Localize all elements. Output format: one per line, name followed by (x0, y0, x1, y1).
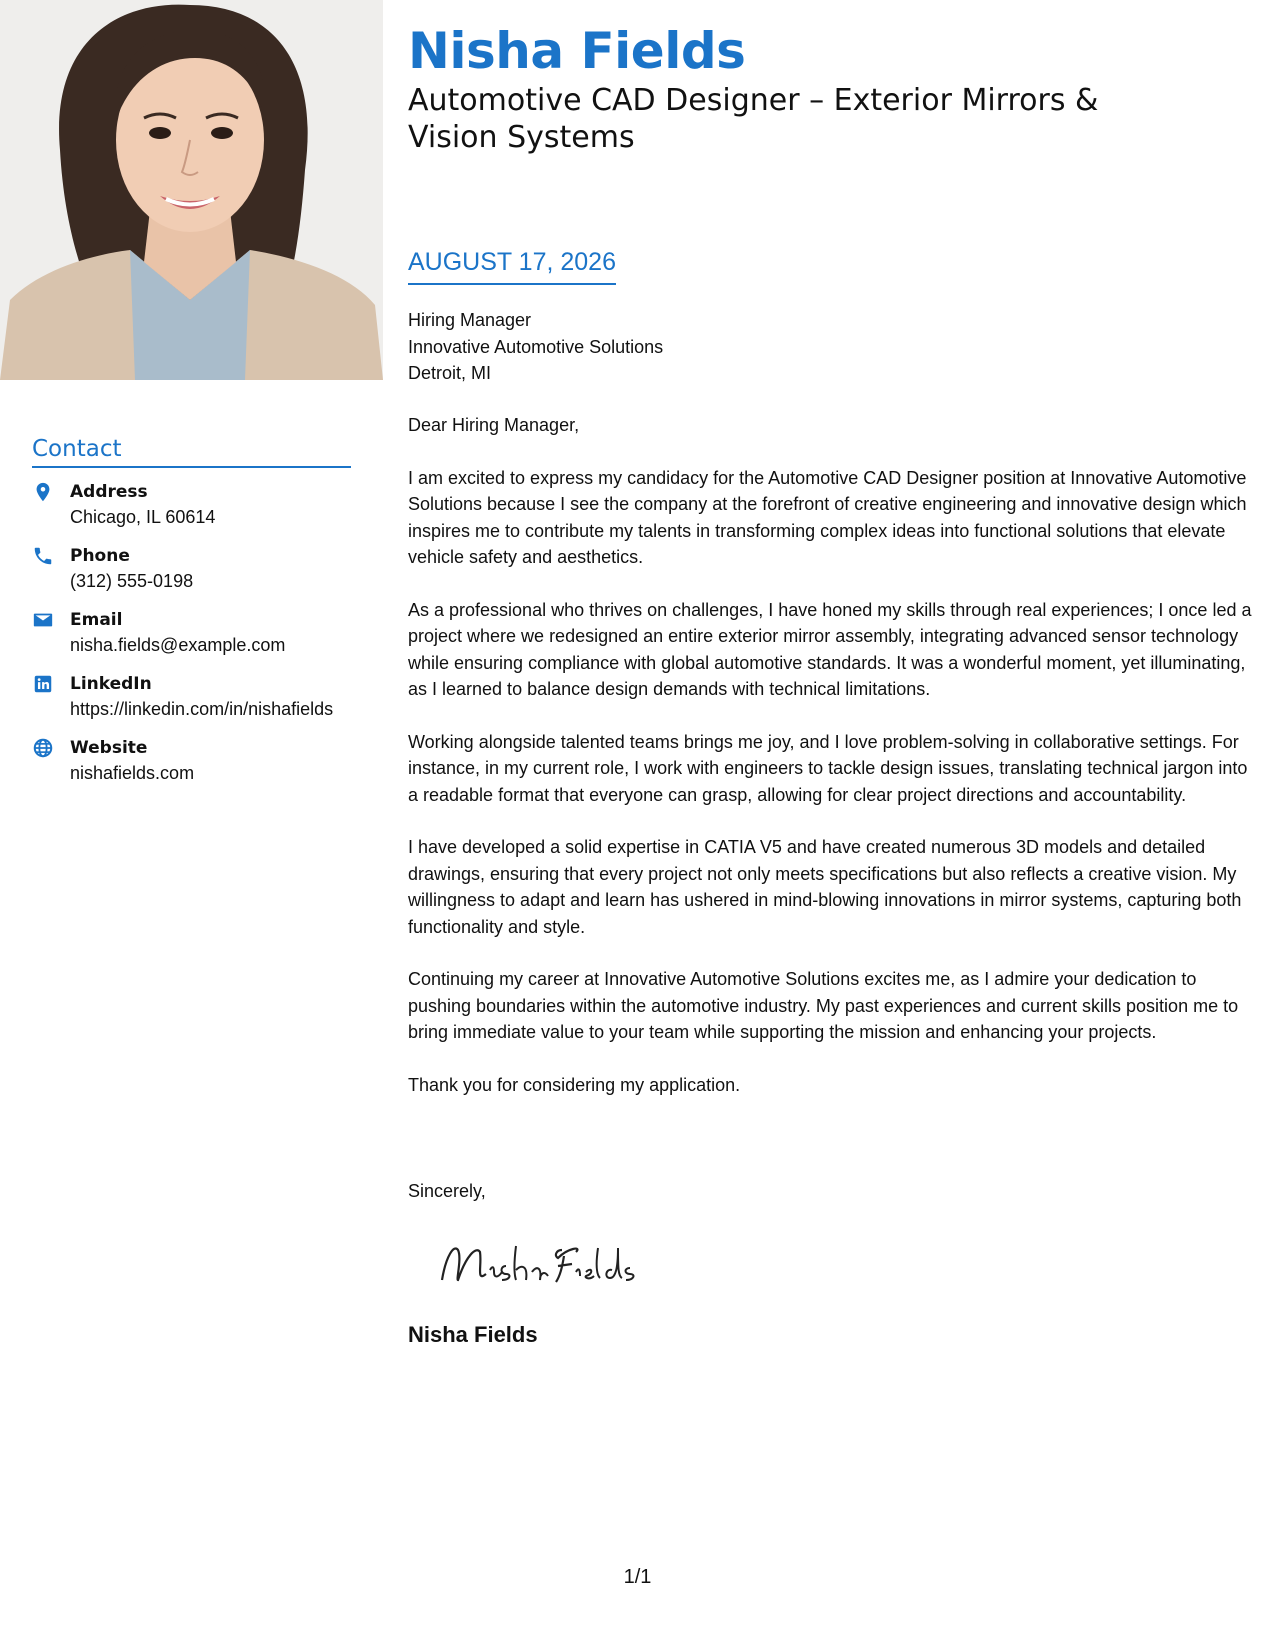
contact-email (32, 608, 351, 658)
profile-photo (0, 0, 383, 380)
left-column (0, 0, 383, 1650)
paragraph: I have developed a solid expertise in CATIA V5 and have created numerous 3D models and detailed drawings, ensuring that every project not only meets specifications but also reflects a creative vision. My willingness to adapt and learn has ushered in mind-blowing innovations in mirror systems, capturing both functionality and style. (408, 837, 1242, 937)
recipient-block (408, 307, 663, 387)
location-pin-icon (32, 481, 54, 503)
page-number: 1/1 (623, 1566, 652, 1588)
salutation: Dear Hiring Manager, (408, 415, 580, 435)
phone-label: Phone (70, 546, 130, 566)
applicant-name: Nisha Fields (408, 22, 746, 80)
phone-icon (32, 545, 54, 567)
contact-address (32, 480, 351, 530)
website-label: Website (70, 738, 148, 758)
linkedin-icon (32, 673, 54, 695)
paragraph: As a professional who thrives on challenges, I have honed my skills through real experiences; I once led a project where we redesigned an entire exterior mirror assembly, integrating advanced sensor technology while ensuring compliance with global automotive standards. It was a wonderful moment, yet illuminating, as I learned to balance design demands with technical limitations. (408, 599, 1252, 699)
closing-thanks: Thank you for considering my application. (408, 1074, 741, 1095)
email-value[interactable]: nisha.fields@example.com (70, 635, 286, 655)
globe-icon (32, 737, 54, 759)
contact-section (32, 436, 351, 800)
address-label: Address (70, 482, 148, 502)
contact-heading: Contact (32, 436, 351, 468)
handwritten-signature (436, 1236, 656, 1301)
recipient-title: Hiring Manager (408, 310, 532, 330)
linkedin-label: LinkedIn (70, 674, 152, 694)
website-value[interactable]: nishafields.com (70, 763, 195, 783)
closing: Sincerely, (408, 1181, 486, 1201)
envelope-icon (32, 609, 54, 631)
recipient-location: Detroit, MI (408, 363, 492, 383)
linkedin-value[interactable]: https://linkedin.com/in/nishafields (70, 699, 334, 719)
letter-date: AUGUST 17, 2026 (408, 248, 616, 285)
contact-website (32, 736, 351, 786)
applicant-role: Automotive CAD Designer – Exterior Mirrors & Vision Systems (408, 83, 1099, 155)
phone-value: (312) 555-0198 (70, 571, 194, 591)
paragraph: Working alongside talented teams brings me joy, and I love problem-solving in collaborative settings. For instance, in my current role, I work with engineers to tackle design issues, translating technical jargon into a readable format that everyone can grasp, allowing for clear project directions and accountability. (408, 731, 1248, 805)
paragraph: I am excited to express my candidacy for the Automotive CAD Designer position at Innovative Automotive Solutions because I see the company at the forefront of creative engineering and innovative design which inspires me to contribute my talents in transforming complex ideas into functional solutions that elevate vehicle safety and aesthetics. (408, 467, 1247, 567)
contact-phone (32, 544, 351, 594)
signer-name: Nisha Fields (408, 1322, 538, 1347)
address-value: Chicago, IL 60614 (70, 507, 216, 527)
letter-body (408, 412, 1253, 1124)
recipient-company: Innovative Automotive Solutions (408, 336, 664, 357)
contact-linkedin (32, 672, 351, 722)
paragraph: Continuing my career at Innovative Automotive Solutions excites me, as I admire your dedication to pushing boundaries within the automotive industry. My past experiences and current skills position me to bring immediate value to your team while supporting the mission and enhancing your projects. (408, 969, 1239, 1042)
email-label: Email (70, 610, 123, 630)
